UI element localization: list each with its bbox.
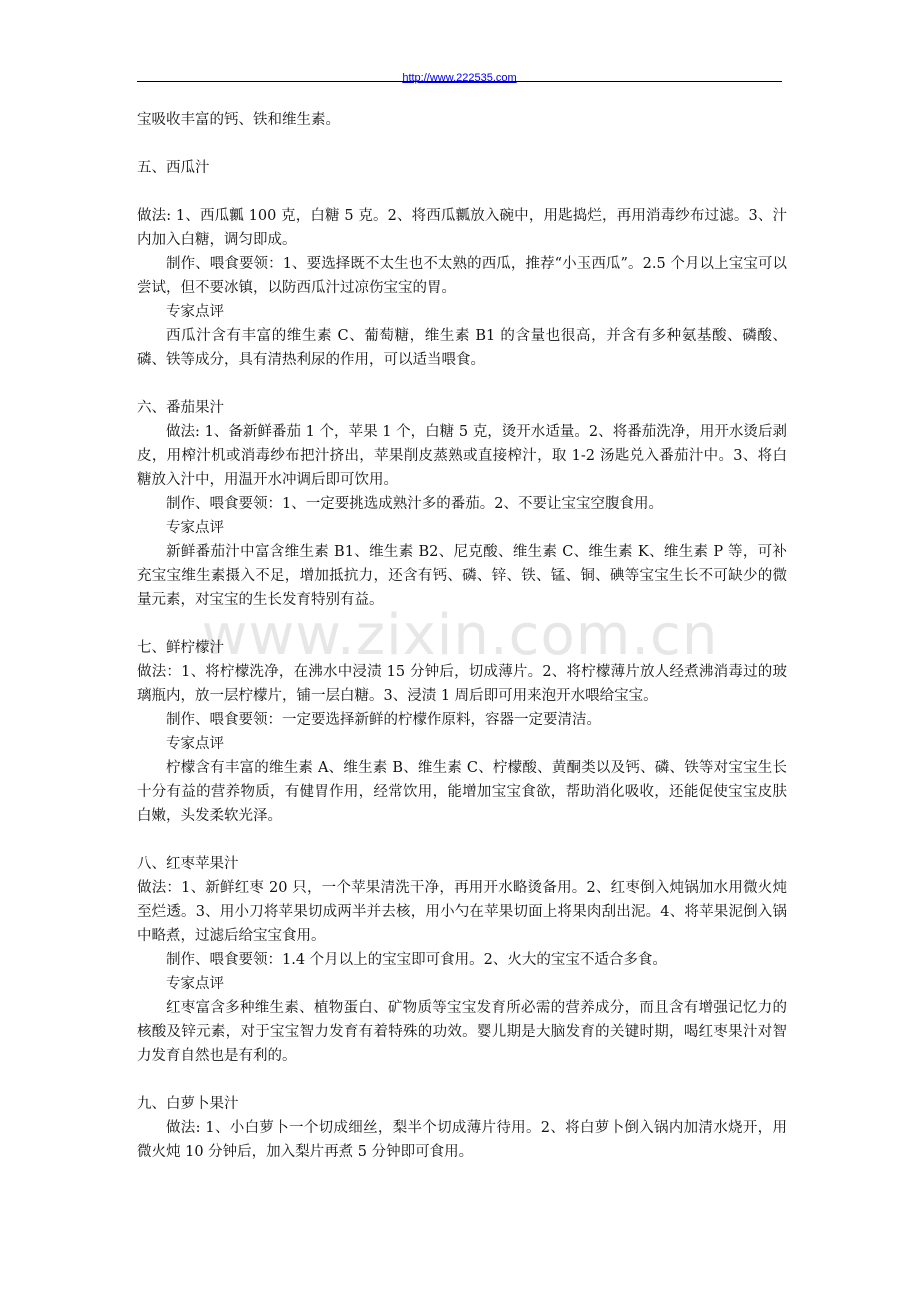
blank-line: [137, 612, 787, 636]
tips-paragraph: 制作、喂食要领：1、一定要挑选成熟汁多的番茄。2、不要让宝宝空腹食用。: [166, 496, 663, 512]
tips-paragraph: 制作、喂食要领：1、要选择既不太生也不太熟的西瓜，推荐“小玉西瓜”。2.5 个月以上宝宝可以尝试，但不要冰镇，以防西瓜汁过凉伤宝宝的胃。: [137, 256, 787, 296]
expert-review-label: 专家点评: [166, 736, 224, 752]
blank-line: [137, 1068, 787, 1092]
section-heading-jujube-apple: 八、红枣苹果汁: [137, 856, 239, 872]
blank-line: [137, 180, 787, 204]
tips-paragraph: 制作、喂食要领：一定要选择新鲜的柠檬作原料，容器一定要清洁。: [166, 712, 601, 728]
section-heading-radish: 九、白萝卜果汁: [137, 1096, 239, 1112]
text-line: 宝吸收丰富的钙、铁和维生素。: [137, 112, 340, 128]
section-heading-tomato: 六、番茄果汁: [137, 400, 224, 416]
review-paragraph: 柠檬含有丰富的维生素 A、维生素 B、维生素 C、柠檬酸、黄酮类以及钙、磷、铁等对宝宝生长十分有益的营养物质，有健胃作用，经常饮用，能增加宝宝食欲，帮助消化吸收，还能促使宝宝皮肤白嫩，头发柔软光泽。: [137, 760, 787, 824]
review-paragraph: 新鲜番茄汁中富含维生素 B1、维生素 B2、尼克酸、维生素 C、维生素 K、维生素 P 等，可补充宝宝维生素摄入不足，增加抵抗力，还含有钙、磷、锌、铁、锰、铜、碘等宝宝生长不可缺少的微量元素，对宝宝的生长发育特别有益。: [137, 544, 787, 608]
method-paragraph: 做法: 1、备新鲜番茄 1 个，苹果 1 个，白糖 5 克，烫开水适量。2、将番茄洗净，用开水烫后剥皮，用榨汁机或消毒纱布把汁挤出，苹果削皮蒸熟或直接榨汁，取 1-2 汤匙兑入番茄汁中。3、将白糖放入汁中，用温开水冲调后即可饮用。: [137, 424, 787, 488]
section-heading-watermelon: 五、西瓜汁: [137, 160, 210, 176]
section-heading-lemon: 七、鲜柠檬汁: [137, 640, 224, 656]
review-paragraph: 西瓜汁含有丰富的维生素 C、葡萄糖，维生素 B1 的含量也很高，并含有多种氨基酸、磷酸、磷、铁等成分，具有清热利尿的作用，可以适当喂食。: [137, 328, 787, 368]
expert-review-label: 专家点评: [166, 520, 224, 536]
header-url-link[interactable]: http://www.222535.com: [402, 72, 517, 84]
method-paragraph: 做法: 1、小白萝卜一个切成细丝，梨半个切成薄片待用。2、将白萝卜倒入锅内加清水烧开，用微火炖 10 分钟后，加入梨片再煮 5 分钟即可食用。: [137, 1120, 787, 1160]
method-paragraph: 做法: 1、西瓜瓤 100 克，白糖 5 克。2、将西瓜瓤放入碗中，用匙捣烂，再用消毒纱布过滤。3、汁内加入白糖，调匀即成。: [137, 208, 787, 248]
expert-review-label: 专家点评: [166, 304, 224, 320]
page-header: [137, 66, 782, 85]
watermark: www.zixin.com.cn: [201, 603, 719, 668]
method-paragraph: 做法：1、新鲜红枣 20 只，一个苹果清洗干净，再用开水略烫备用。2、红枣倒入炖锅加水用微火炖至烂透。3、用小刀将苹果切成两半并去核，用小勺在苹果切面上将果肉刮出泥。4、将苹果泥倒入锅中略煮，过滤后给宝宝食用。: [137, 880, 787, 944]
header-divider: [137, 81, 782, 82]
document-body: [137, 108, 787, 1164]
expert-review-label: 专家点评: [166, 976, 224, 992]
tips-paragraph: 制作、喂食要领：1.4 个月以上的宝宝即可食用。2、火大的宝宝不适合多食。: [166, 952, 667, 968]
review-paragraph: 红枣富含多种维生素、植物蛋白、矿物质等宝宝发育所必需的营养成分，而且含有增强记忆力的核酸及锌元素，对于宝宝智力发育有着特殊的功效。婴儿期是大脑发育的关键时期，喝红枣果汁对智力发育自然也是有利的。: [137, 1000, 787, 1064]
blank-line: [137, 132, 787, 156]
blank-line: [137, 828, 787, 852]
method-paragraph: 做法：1、将柠檬洗净，在沸水中浸渍 15 分钟后，切成薄片。2、将柠檬薄片放人经煮沸消毒过的玻璃瓶内，放一层柠檬片，铺一层白糖。3、浸渍 1 周后即可用来泡开水喂给宝宝。: [137, 664, 787, 704]
blank-line: [137, 372, 787, 396]
